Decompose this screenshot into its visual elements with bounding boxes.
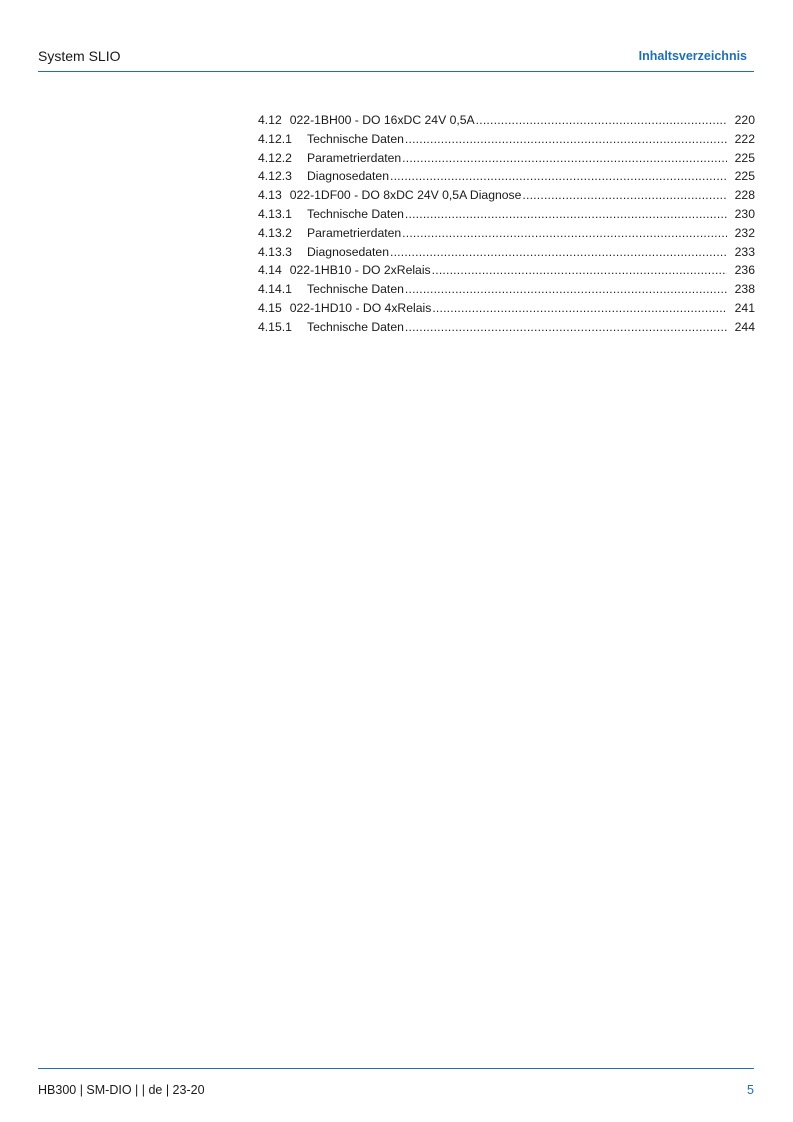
toc-entry-title: Technische Daten — [307, 131, 404, 146]
toc-dot-leader — [390, 167, 727, 186]
toc-entry-title: Diagnosedaten — [307, 244, 389, 259]
toc-dot-leader — [405, 130, 727, 149]
toc-dot-leader — [390, 243, 727, 262]
toc-entry[interactable] — [258, 318, 755, 337]
toc-entry-page: 238 — [734, 282, 755, 297]
toc-entry[interactable] — [258, 261, 755, 280]
section-title: Inhaltsverzeichnis — [638, 49, 747, 63]
toc-entry[interactable] — [258, 280, 755, 299]
toc-entry-page: 225 — [734, 150, 755, 165]
toc-dot-leader — [432, 299, 727, 318]
toc-entry-number: 4.13.3 — [258, 244, 292, 259]
toc-dot-leader — [402, 149, 727, 168]
toc-entry-number: 4.15.1 — [258, 319, 292, 334]
toc-entry-page: 236 — [734, 263, 755, 278]
toc-entry-number: 4.15 — [258, 300, 282, 315]
toc-entry[interactable] — [258, 205, 755, 224]
toc-entry[interactable] — [258, 186, 755, 205]
document-title: System SLIO — [38, 48, 121, 64]
toc-entry[interactable] — [258, 130, 755, 149]
toc-entry-page: 244 — [734, 319, 755, 334]
toc-entry-page: 233 — [734, 244, 755, 259]
toc-entry-number: 4.13 — [258, 188, 282, 203]
toc-entry-number: 4.12.1 — [258, 131, 292, 146]
toc-entry-title: 022-1DF00 - DO 8xDC 24V 0,5A Diagnose — [289, 188, 522, 203]
toc-entry-page: 225 — [734, 169, 755, 184]
toc-entry[interactable] — [258, 299, 755, 318]
toc-entry-number: 4.12.2 — [258, 150, 292, 165]
toc-entry-page: 220 — [734, 113, 755, 127]
toc-dot-leader — [405, 318, 727, 337]
toc-entry-number: 4.12 — [258, 113, 282, 127]
toc-entry[interactable] — [258, 224, 755, 243]
toc-entry-page: 241 — [734, 300, 755, 315]
header-divider — [38, 71, 754, 72]
toc-entry-number: 4.13.2 — [258, 225, 292, 240]
toc-entry-number: 4.12.3 — [258, 169, 292, 184]
toc-entry[interactable] — [258, 111, 755, 130]
toc-entry-page: 232 — [734, 225, 755, 240]
toc-dot-leader — [522, 186, 727, 205]
toc-entry-title: Technische Daten — [307, 319, 404, 334]
toc-dot-leader — [405, 205, 727, 224]
toc-entry-title: 022-1BH00 - DO 16xDC 24V 0,5A — [289, 113, 475, 127]
toc-entry-number: 4.14.1 — [258, 282, 292, 297]
toc-entry-title: Technische Daten — [307, 282, 404, 297]
toc-dot-leader — [402, 224, 727, 243]
footer-document-id: HB300 | SM-DIO | | de | 23-20 — [38, 1083, 205, 1097]
toc-entry-title: Technische Daten — [307, 206, 404, 221]
footer-divider — [38, 1068, 754, 1069]
toc-entry-title: Parametrierdaten — [307, 225, 402, 240]
toc-entry-title: Parametrierdaten — [307, 150, 402, 165]
toc-entry-number: 4.13.1 — [258, 206, 292, 221]
toc-dot-leader — [405, 280, 727, 299]
toc-entry-title: 022-1HB10 - DO 2xRelais — [289, 263, 431, 278]
toc-dot-leader — [476, 111, 727, 130]
table-of-contents — [258, 111, 755, 337]
toc-entry[interactable] — [258, 149, 755, 168]
toc-entry-title: Diagnosedaten — [307, 169, 389, 184]
toc-entry-title: 022-1HD10 - DO 4xRelais — [289, 300, 432, 315]
toc-entry-number: 4.14 — [258, 263, 282, 278]
toc-dot-leader — [432, 261, 727, 280]
toc-entry-page: 228 — [734, 188, 755, 203]
toc-entry[interactable] — [258, 167, 755, 186]
toc-entry-page: 222 — [734, 131, 755, 146]
page-number: 5 — [747, 1083, 754, 1097]
toc-entry[interactable] — [258, 243, 755, 262]
toc-entry-page: 230 — [734, 206, 755, 221]
